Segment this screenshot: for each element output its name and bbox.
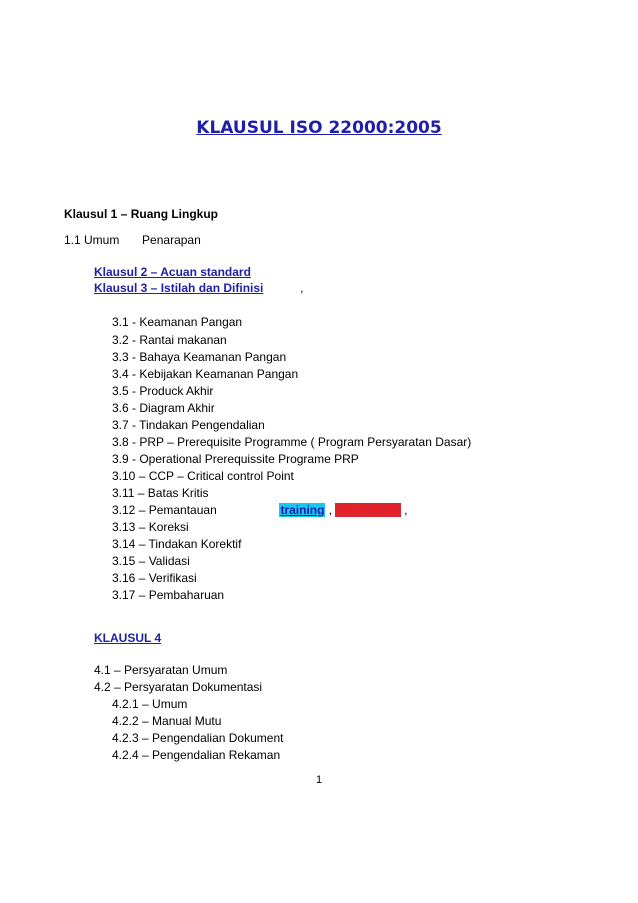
page-number: 1 (315, 774, 323, 786)
klausul-4-link[interactable]: KLAUSUL 4 (94, 631, 162, 645)
list-item: 3.11 – Batas Kritis (112, 486, 209, 500)
list-item: 3.2 - Rantai makanan (112, 333, 227, 347)
klausul-3-trail: , (300, 281, 304, 295)
klausul-2-link[interactable]: Klausul 2 – Acuan standard (94, 265, 251, 279)
list-item: 4.2.2 – Manual Mutu (112, 714, 222, 728)
list-item: 3.10 – CCP – Critical control Point (112, 469, 294, 483)
list-item: 3.6 - Diagram Akhir (112, 401, 215, 415)
list-item: 3.7 - Tindakan Pengendalian (112, 418, 265, 432)
list-item: 3.9 - Operational Prerequissite Programe PRP (112, 452, 359, 466)
umum-text: Penarapan (142, 233, 201, 247)
list-item: 3.17 – Pembaharuan (112, 588, 225, 602)
list-item: 4.2.1 – Umum (112, 697, 188, 711)
list-item: 3.15 – Validasi (112, 554, 190, 568)
list-item: 3.4 - Kebijakan Keamanan Pangan (112, 367, 299, 381)
training-link[interactable]: training (280, 503, 325, 517)
umum-row (64, 233, 201, 247)
umum-number: 1.1 Umum (64, 233, 120, 247)
list-item: 3.1 - Keamanan Pangan (112, 315, 243, 329)
list-item: 3.16 – Verifikasi (112, 571, 197, 585)
klausul-3-row (94, 281, 303, 295)
item-3-12-text: 3.12 – Pemantauan (112, 503, 217, 517)
list-item: 3.14 – Tindakan Korektif (112, 537, 242, 551)
jobs-disc-link[interactable]: JOBS DISC (336, 503, 400, 517)
klausul-1-heading: Klausul 1 – Ruang Lingkup (64, 207, 219, 221)
list-item: 3.3 - Bahaya Keamanan Pangan (112, 350, 287, 364)
item-3-12-separator: , (328, 503, 333, 517)
list-item: 3.5 - Produck Akhir (112, 384, 214, 398)
list-item: 4.2.4 – Pengendalian Rekaman (112, 748, 281, 762)
list-item-3-12 (112, 503, 408, 517)
list-item: 4.1 – Persyaratan Umum (94, 663, 228, 677)
document-title: KLAUSUL ISO 22000:2005 (196, 118, 442, 138)
list-item: 3.13 – Koreksi (112, 520, 189, 534)
list-item: 4.2.3 – Pengendalian Dokument (112, 731, 284, 745)
list-item: 4.2 – Persyaratan Dokumentasi (94, 680, 263, 694)
list-item: 3.8 - PRP – Prerequisite Programme ( Program Persyaratan Dasar) (112, 435, 472, 449)
item-3-12-trail: , (404, 503, 408, 517)
klausul-3-link[interactable]: Klausul 3 – Istilah dan Difinisi (94, 281, 264, 295)
